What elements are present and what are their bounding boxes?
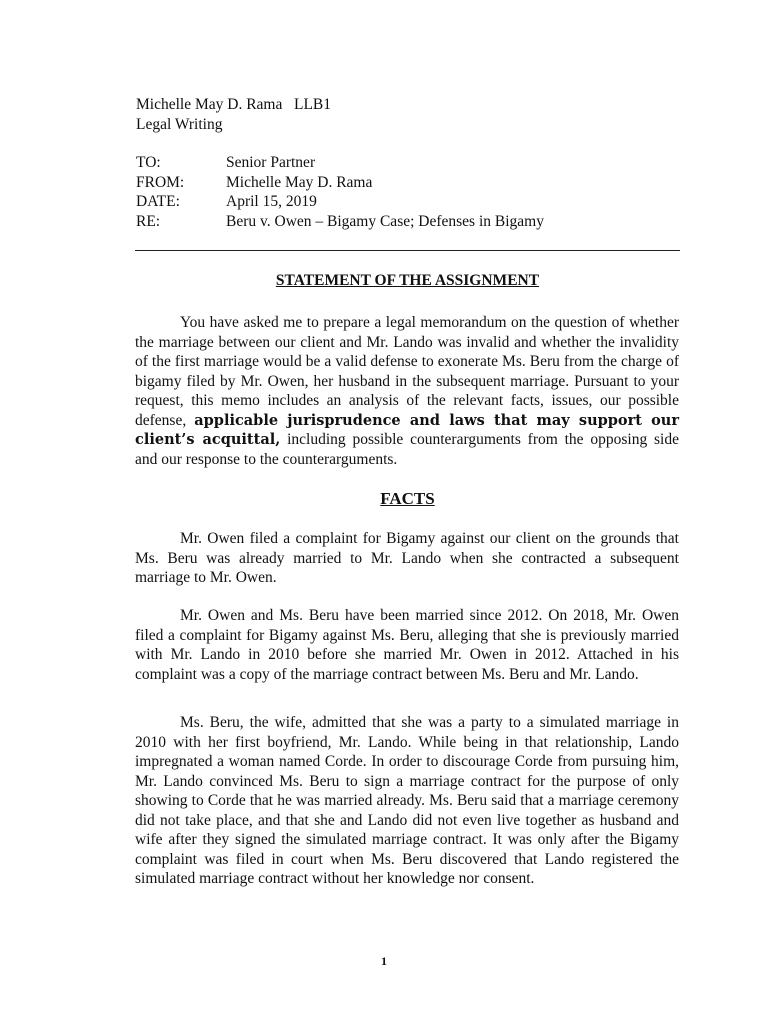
facts-text-2: Mr. Owen and Ms. Beru have been married since 2012. On 2018, Mr. Owen filed a complaint for Bigamy against Ms. Beru, alleging that she is previously married with Mr. Lando in 2010 before she married Mr. Owen in 2012. Attached in his complaint was a copy of the marriage contract between Ms. Beru and Mr. Lando. <box>135 607 679 683</box>
date-label: DATE: <box>136 193 180 210</box>
from-label: FROM: <box>136 173 185 191</box>
facts-paragraph-1 <box>135 529 679 588</box>
assignment-text-bold: applicable jurisprudence and laws that may support our client’s acquittal, <box>135 411 679 448</box>
header-divider <box>135 250 680 251</box>
to-label: TO: <box>136 154 161 171</box>
memo-date-row <box>136 192 544 212</box>
assignment-heading: STATEMENT OF THE ASSIGNMENT <box>275 272 540 289</box>
author-header <box>136 95 331 134</box>
facts-heading: FACTS <box>380 489 435 508</box>
course-line: Legal Writing <box>136 115 223 133</box>
memo-block <box>136 153 544 231</box>
re-label: RE: <box>136 212 161 230</box>
assignment-paragraph <box>135 313 679 469</box>
re-value: Beru v. Owen – Bigamy Case; Defenses in Bigamy <box>226 212 544 230</box>
facts-paragraph-2 <box>135 606 679 684</box>
facts-text-1: Mr. Owen filed a complaint for Bigamy against our client on the grounds that Ms. Beru was already married to Mr. Lando when she contracted a subsequent marriage to Mr. Owen. <box>135 530 679 586</box>
facts-paragraph-3 <box>135 713 679 889</box>
page-number: 1 <box>381 954 387 968</box>
memo-re-row <box>136 212 544 232</box>
from-value: Michelle May D. Rama <box>226 173 373 191</box>
assignment-text-a: You have asked me to prepare a legal memorandum on the question of whether the marriage between our client and Mr. Lando was invalid and whether the invalidity of the first marriage would be a valid defense to exonerate Ms. Beru from the charge of bigamy filed by Mr. Owen, her husband in the subsequent marriage. Pursuant to your request, this memo includes an analysis of the relevant facts, issues, our possible defense, <box>135 314 679 429</box>
assignment-text-b: including possible counterarguments from the opposing side and our response to the counterarguments. <box>135 431 679 468</box>
date-value: April 15, 2019 <box>226 193 317 210</box>
to-value: Senior Partner <box>226 154 316 171</box>
author-line: Michelle May D. Rama LLB1 <box>136 96 331 113</box>
facts-text-3: Ms. Beru, the wife, admitted that she was a party to a simulated marriage in 2010 with her first boyfriend, Mr. Lando. While being in that relationship, Lando impregnated a woman named Corde. In order to discourage Corde from pursuing him, Mr. Lando convinced Ms. Beru to sign a marriage contract for the purpose of only showing to Corde that he was married already. Ms. Beru said that a marriage ceremony did not take place, and that she and Lando did not even live together as husband and wife after they signed the simulated marriage contract. It was only after the Bigamy complaint was filed in court when Ms. Beru discovered that Lando registered the simulated marriage contract without her knowledge nor consent. <box>135 714 679 887</box>
memo-to-row <box>136 153 544 173</box>
memo-from-row <box>136 173 544 193</box>
